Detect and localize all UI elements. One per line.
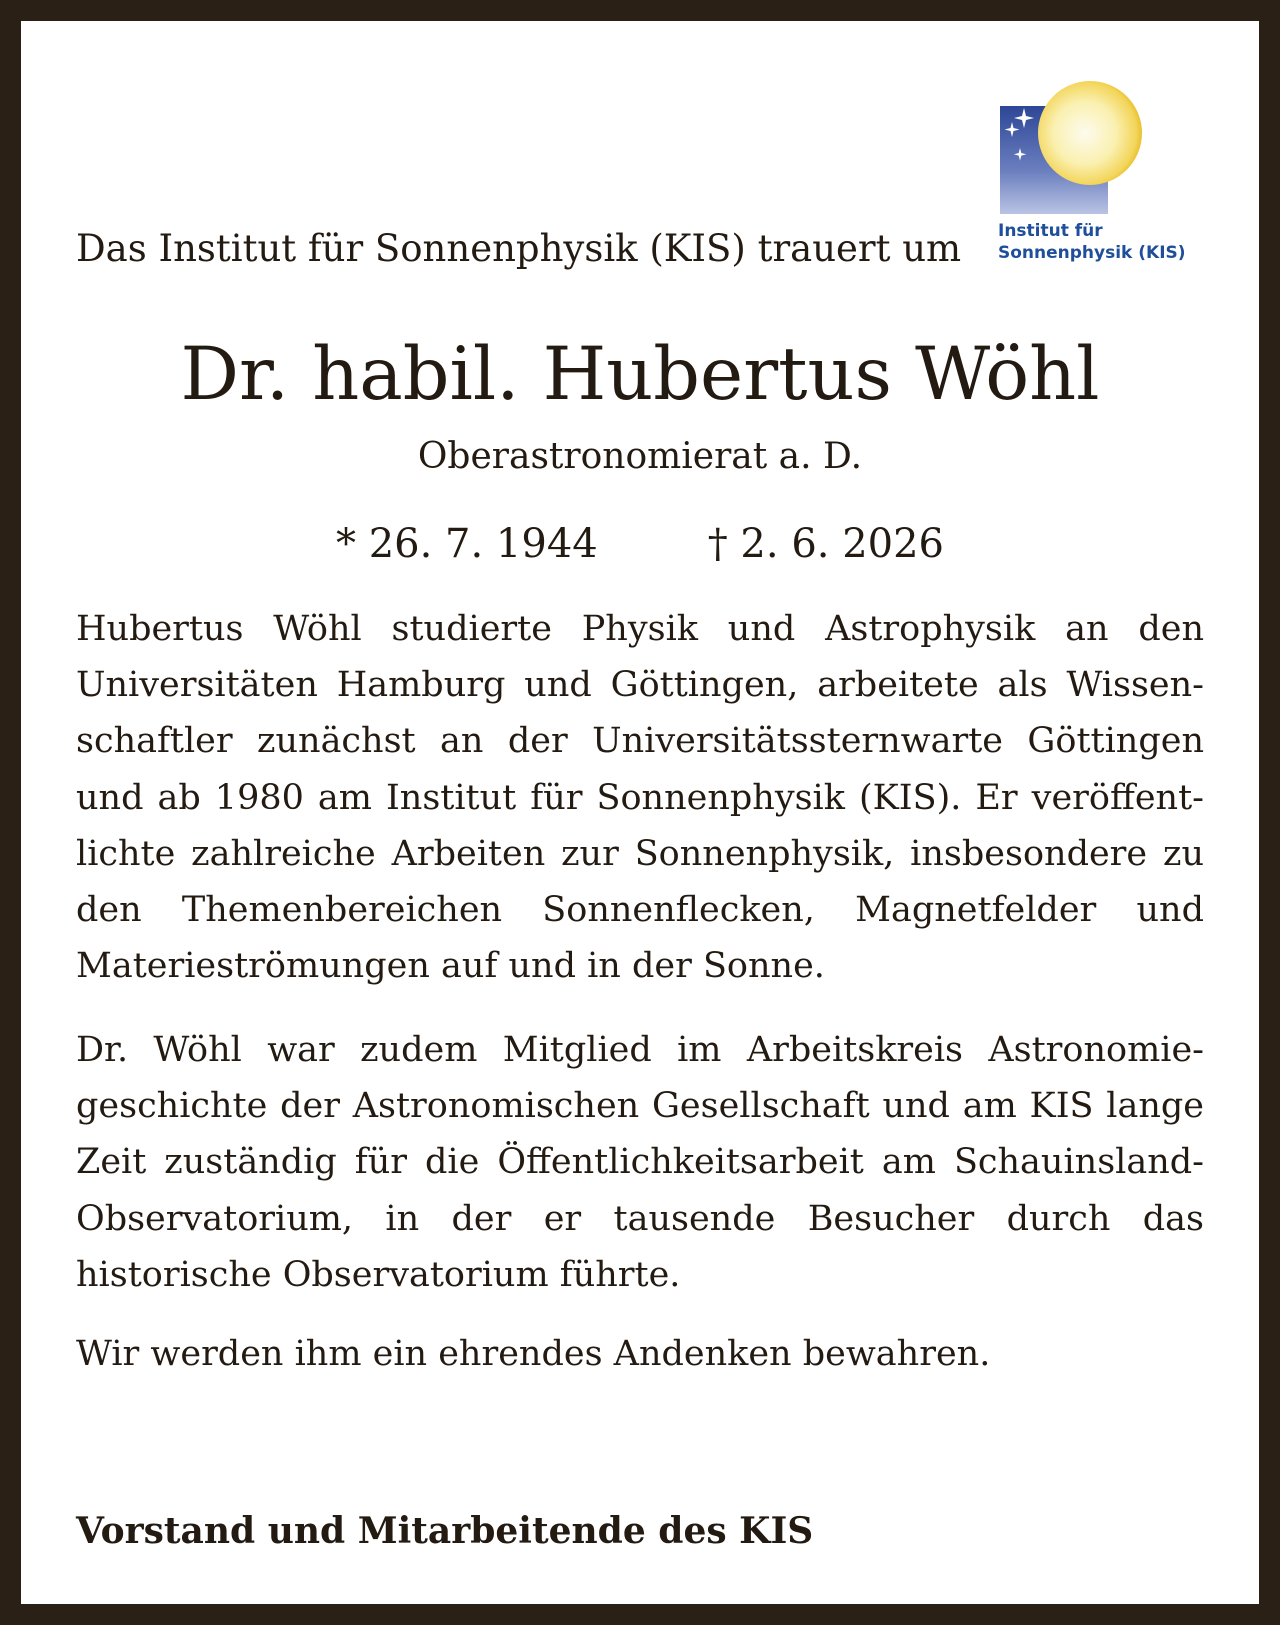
deceased-title: Oberastronomierat a. D. (417, 436, 863, 477)
biography-paragraph-1: Hubertus Wöhl studierte Physik und Astrophysik an den Universitäten Hamburg und Göttingen, arbeitete als Wissenschaftler zunächst an der Universitätssternwarte Göttingen und ab 1980 am Institut für Sonnenphysik (KIS). Er veröffentlichte zahlreiche Arbeiten zur Sonnenphysik, insbesondere zu den Themenbereichen Sonnenflecken, Magnetfelder und Materieströmungen auf und in der Sonne. (76, 609, 1204, 987)
logo-text-line2: Sonnenphysik (KIS) (998, 243, 1186, 263)
closing-sentence: Wir werden ihm ein ehrendes Andenken bewahren. (76, 1334, 991, 1374)
biography-paragraph-2: Dr. Wöhl war zudem Mitglied im Arbeitskreis Astronomiegeschichte der Astronomischen Gesellschaft und am KIS lange Zeit zuständig für die Öffentlichkeitsarbeit am Schauinsland-Observatorium, in der er tausende Besucher durch das historische Observatorium führte. (76, 1030, 1204, 1295)
logo-text (998, 220, 1186, 264)
death-date: † 2. 6. 2026 (707, 521, 944, 567)
deceased-name: Dr. habil. Hubertus Wöhl (180, 332, 1100, 417)
logo-text-line1: Institut für (998, 221, 1103, 241)
kis-logo (998, 78, 1213, 268)
signature: Vorstand und Mitarbeitende des KIS (76, 1510, 814, 1552)
intro-line: Das Institut für Sonnenphysik (KIS) trauert um (76, 227, 962, 270)
sun-logo-icon (998, 78, 1213, 218)
life-dates (0, 518, 1280, 570)
birth-date: * 26. 7. 1944 (336, 521, 598, 567)
